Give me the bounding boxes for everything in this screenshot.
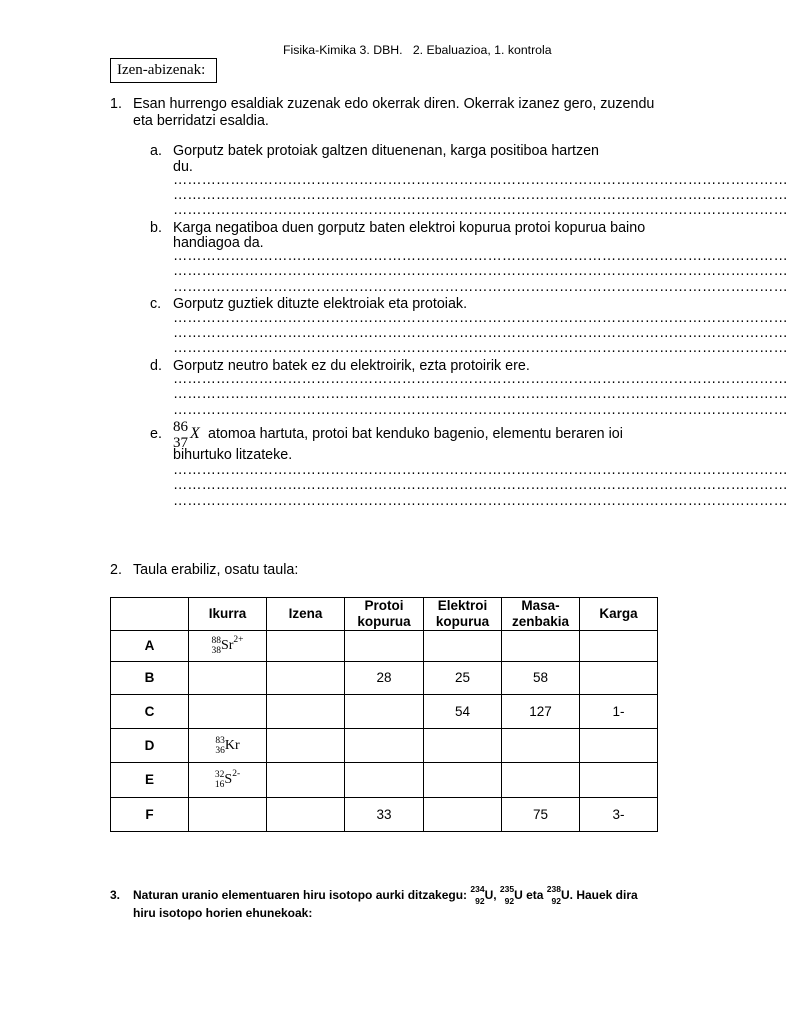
table-header-elektroi-kopurua: Elektroi kopurua	[424, 598, 502, 631]
answer-dotted-line: …………………………………………………………………………………………………………………	[173, 172, 788, 188]
atomic-number: 92	[475, 896, 485, 906]
answer-dotted-line: …………………………………………………………………………………………………………………	[173, 248, 788, 264]
name-field-label: Izen-abizenak:	[117, 62, 206, 78]
separator-text: eta	[522, 888, 547, 902]
table-row	[111, 662, 658, 695]
atomic-number: 36	[215, 745, 225, 756]
electrons-cell: 25	[424, 662, 502, 695]
answer-dotted-line: …………………………………………………………………………………………………………………	[173, 462, 788, 478]
name-cell	[267, 798, 345, 832]
question-1-prompt-line: Esan hurrengo esaldiak zuzenak edo okerrak diren. Okerrak izanez gero, zuzendu	[133, 96, 655, 112]
row-label: A	[111, 631, 189, 662]
answer-dotted-line: …………………………………………………………………………………………………………………	[173, 325, 788, 341]
question-1-prompt-line: eta berridatzi esaldia.	[133, 113, 269, 129]
separator-text: . Hauek dira	[569, 888, 638, 902]
table-row	[111, 763, 658, 798]
question-2-number: 2.	[110, 562, 122, 578]
protons-cell: 33	[345, 798, 424, 832]
answer-dotted-line: …………………………………………………………………………………………………………………	[173, 402, 788, 418]
mass-number-cell: 58	[502, 662, 580, 695]
symbol-cell	[189, 729, 267, 763]
statement-letter: a.	[150, 143, 162, 159]
answer-dotted-line: …………………………………………………………………………………………………………………	[173, 310, 788, 326]
answer-dotted-line: …………………………………………………………………………………………………………………	[173, 279, 788, 295]
statement-letter: b.	[150, 220, 162, 236]
protons-cell	[345, 763, 424, 798]
table-header-row	[111, 598, 658, 631]
protons-cell	[345, 729, 424, 763]
name-cell	[267, 729, 345, 763]
mass-number-cell: 75	[502, 798, 580, 832]
row-label: F	[111, 798, 189, 832]
exam-title: Fisika-Kimika 3. DBH. 2. Ebaluazioa, 1. kontrola	[283, 43, 552, 57]
symbol-cell	[189, 662, 267, 695]
charge-cell	[580, 763, 658, 798]
nuclide-symbol	[211, 636, 243, 656]
charge-cell	[580, 729, 658, 763]
electrons-cell	[424, 763, 502, 798]
statement-letter: d.	[150, 358, 162, 374]
electrons-cell	[424, 729, 502, 763]
table-row	[111, 729, 658, 763]
mass-number: 32	[214, 770, 225, 780]
row-label: E	[111, 763, 189, 798]
mass-number: 83	[215, 735, 225, 746]
table-row	[111, 695, 658, 729]
statement-text: Gorputz batek protoiak galtzen dituenenan, karga positiboa hartzen	[173, 143, 600, 159]
nuclide-symbol	[215, 736, 239, 756]
table-header-izena: Izena	[267, 598, 345, 631]
answer-dotted-line: …………………………………………………………………………………………………………………	[173, 187, 788, 203]
name-cell	[267, 695, 345, 729]
table-header-protoi-kopurua: Protoi kopurua	[345, 598, 424, 631]
protons-cell: 28	[345, 662, 424, 695]
name-cell	[267, 631, 345, 662]
statement-letter: e.	[150, 426, 162, 442]
table-header-masa-zenbakia: Masa-zenbakia	[502, 598, 580, 631]
element-symbol: U	[514, 888, 523, 902]
element-symbol: U	[484, 888, 494, 902]
name-cell	[267, 662, 345, 695]
table-header-ikurra: Ikurra	[189, 598, 267, 631]
table-row	[111, 631, 658, 662]
separator-text: ,	[493, 888, 500, 902]
table-header-corner	[111, 598, 189, 631]
row-label: D	[111, 729, 189, 763]
atomic-number: 92	[551, 896, 561, 906]
electrons-cell: 54	[424, 695, 502, 729]
symbol-cell	[189, 798, 267, 832]
charge-cell: 3-	[580, 798, 658, 832]
mass-number-cell	[502, 763, 580, 798]
question-3-intro: Naturan uranio elementuaren hiru isotopo aurki ditzakegu:	[133, 888, 471, 902]
statement-text: handiagoa da.	[173, 235, 264, 251]
element-symbol: X	[190, 425, 200, 442]
charge-cell: 1-	[580, 695, 658, 729]
mass-number: 86	[173, 419, 188, 435]
mass-number-cell	[502, 729, 580, 763]
mass-number: 88	[211, 636, 221, 646]
mass-number: 238	[546, 884, 561, 894]
statement-text: Gorputz guztiek dituzte elektroiak eta protoiak.	[173, 296, 468, 312]
electrons-cell	[424, 798, 502, 832]
isotope-u-238	[547, 883, 570, 907]
table-row	[111, 798, 658, 832]
ion-charge: 2+	[233, 635, 244, 645]
statement-text: Gorputz neutro batek ez du elektroirik, ezta protoirik ere.	[173, 358, 530, 374]
statement-text: Karga negatiboa duen gorputz baten elektroi kopurua protoi kopurua baino	[173, 220, 646, 236]
answer-dotted-line: …………………………………………………………………………………………………………………	[173, 263, 788, 279]
answer-dotted-line: …………………………………………………………………………………………………………………	[173, 493, 788, 509]
answer-dotted-line: …………………………………………………………………………………………………………………	[173, 340, 788, 356]
statement-letter: c.	[150, 296, 162, 312]
statement-text: atomoa hartuta, protoi bat kenduko bagenio, elementu beraren ioi	[208, 426, 623, 442]
atomic-number: 16	[214, 780, 225, 790]
name-field-box	[110, 58, 217, 83]
table-header-karga: Karga	[580, 598, 658, 631]
answer-dotted-line: …………………………………………………………………………………………………………………	[173, 202, 788, 218]
atomic-number: 37	[173, 435, 188, 451]
charge-cell	[580, 631, 658, 662]
protons-cell	[345, 695, 424, 729]
name-cell	[267, 763, 345, 798]
question-3-prompt-line	[133, 881, 638, 909]
question-3-prompt-line: hiru isotopo horien ehunekoak:	[133, 906, 313, 920]
charge-cell	[580, 662, 658, 695]
mass-number-cell	[502, 631, 580, 662]
symbol-cell	[189, 695, 267, 729]
statement-text: du.	[173, 159, 193, 175]
row-label: B	[111, 662, 189, 695]
element-symbol: Sr	[220, 638, 234, 653]
mass-number: 234	[470, 884, 485, 894]
protons-cell	[345, 631, 424, 662]
answer-dotted-line: …………………………………………………………………………………………………………………	[173, 386, 788, 402]
atomic-number: 38	[211, 646, 221, 656]
statement-text: bihurtuko litzateke.	[173, 447, 293, 463]
element-symbol: S	[224, 772, 233, 787]
atomic-number: 92	[504, 896, 515, 906]
question-1-number: 1.	[110, 96, 122, 112]
isotope-u-234	[470, 883, 493, 907]
isotope-u-235	[500, 883, 523, 907]
atoms-table	[110, 597, 658, 832]
answer-dotted-line: …………………………………………………………………………………………………………………	[173, 371, 788, 387]
electrons-cell	[424, 631, 502, 662]
question-3-number: 3.	[110, 888, 121, 902]
question-2-prompt: Taula erabiliz, osatu taula:	[133, 562, 299, 578]
symbol-cell	[189, 631, 267, 662]
answer-dotted-line: …………………………………………………………………………………………………………………	[173, 477, 788, 493]
ion-charge: 2-	[232, 769, 241, 779]
mass-number-cell: 127	[502, 695, 580, 729]
element-symbol: U	[560, 888, 570, 902]
symbol-cell	[189, 763, 267, 798]
row-label: C	[111, 695, 189, 729]
mass-number: 235	[499, 884, 515, 894]
nuclide-symbol	[215, 770, 240, 790]
element-symbol: Kr	[224, 737, 240, 753]
